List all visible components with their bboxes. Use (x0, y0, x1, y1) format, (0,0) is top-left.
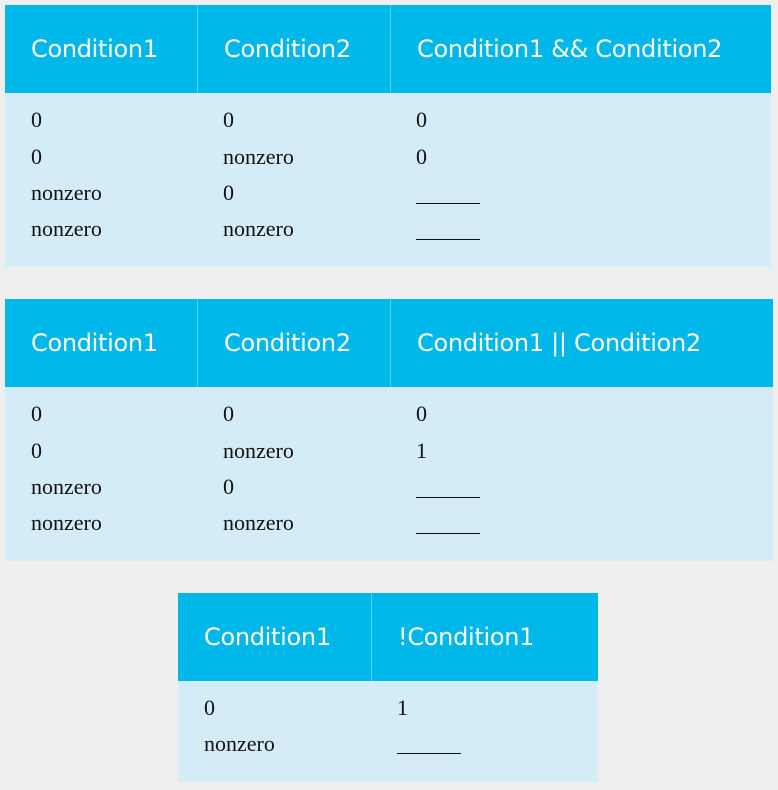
table-cell: 0 (416, 401, 427, 426)
table-cell: 0 (204, 695, 215, 720)
and-truth-table (5, 5, 771, 267)
table-body (178, 681, 598, 782)
table-body (5, 387, 773, 561)
column-header: Condition1 && Condition2 (390, 5, 771, 93)
answer-blank (397, 733, 461, 754)
answer-blank (416, 513, 480, 534)
table-cell: nonzero (31, 474, 102, 499)
table-cell: nonzero (223, 144, 294, 169)
table-cell: 0 (31, 144, 42, 169)
table-header (5, 299, 773, 387)
column-header: Condition1 (204, 623, 331, 651)
column-header: Condition1 (31, 329, 158, 357)
column-header: Condition2 (197, 299, 390, 387)
table-cell: nonzero (31, 216, 102, 241)
table-cell: nonzero (31, 180, 102, 205)
table-cell: nonzero (31, 510, 102, 535)
answer-blank (416, 183, 480, 204)
column-header: Condition2 (197, 5, 390, 93)
table-cell: 0 (416, 144, 427, 169)
table-cell: nonzero (223, 510, 294, 535)
column-header: !Condition1 (371, 593, 598, 681)
table-body (5, 93, 771, 267)
table-header (5, 5, 771, 93)
table-cell: 0 (223, 474, 234, 499)
table-cell: nonzero (223, 438, 294, 463)
table-cell: 0 (31, 438, 42, 463)
table-header (178, 593, 598, 681)
not-truth-table (178, 593, 598, 782)
or-truth-table (5, 299, 773, 561)
table-cell: 0 (223, 180, 234, 205)
table-cell: 0 (31, 107, 42, 132)
column-header: Condition1 || Condition2 (390, 299, 773, 387)
table-cell: 1 (397, 695, 408, 720)
answer-blank (416, 219, 480, 240)
column-header: Condition1 (31, 35, 158, 63)
table-cell: 0 (416, 107, 427, 132)
answer-blank (416, 477, 480, 498)
table-cell: 0 (223, 107, 234, 132)
table-cell: nonzero (223, 216, 294, 241)
table-cell: 0 (31, 401, 42, 426)
table-cell: 0 (223, 401, 234, 426)
table-cell: 1 (416, 438, 427, 463)
table-cell: nonzero (204, 731, 275, 756)
